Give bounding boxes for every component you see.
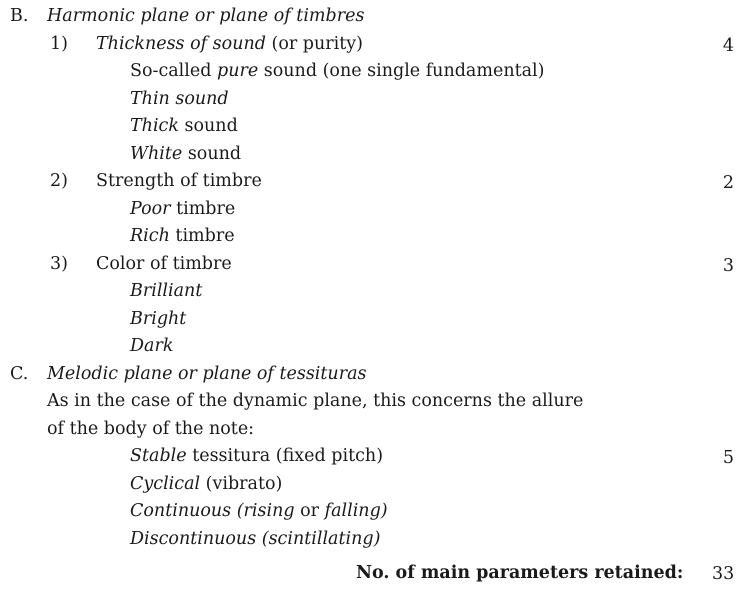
- section-c-count: 5: [722, 448, 734, 468]
- list-item: [130, 63, 544, 81]
- section-c-letter: C.: [10, 364, 29, 384]
- subsection-1-count: 4: [722, 36, 734, 56]
- subsection-3-title: Color of timbre: [96, 254, 232, 274]
- section-c-title: Melodic plane or plane of tessituras: [47, 364, 367, 384]
- list-item-text: or: [294, 501, 325, 521]
- list-item-text: sound: [178, 116, 238, 136]
- list-item-emphasis: Poor: [130, 199, 171, 219]
- footer-total: 33: [712, 564, 735, 584]
- list-item: Brilliant: [130, 281, 203, 301]
- list-item-text: timbre: [170, 199, 236, 219]
- list-item-emphasis: Thin sound: [130, 89, 229, 109]
- list-item-text: tessitura (fixed pitch): [186, 446, 384, 466]
- subsection-3-number: 3): [50, 254, 68, 274]
- list-item: [130, 118, 238, 136]
- list-item-emphasis: falling): [324, 501, 388, 521]
- list-item: [130, 228, 235, 246]
- list-item-emphasis: Discontinuous (scintillating): [130, 529, 381, 549]
- subsection-1-number: 1): [50, 34, 68, 54]
- list-item: Bright: [130, 309, 187, 329]
- section-c-body-line: of the body of the note:: [47, 419, 255, 439]
- section-c-body-line: As in the case of the dynamic plane, this concerns the allure: [47, 391, 584, 411]
- list-item-emphasis: Rich: [130, 226, 170, 246]
- section-b-title: Harmonic plane or plane of timbres: [47, 6, 365, 26]
- list-item-emphasis: White: [130, 144, 183, 164]
- subsection-2-number: 2): [50, 171, 68, 191]
- list-item-text: sound (one single fundamental): [258, 61, 545, 81]
- list-item: [130, 531, 380, 549]
- list-item: [130, 201, 235, 219]
- list-item: [130, 476, 282, 494]
- list-item-text: sound: [182, 144, 242, 164]
- list-item-text: (vibrato): [200, 474, 283, 494]
- subsection-1-title-rest: (or purity): [265, 34, 363, 54]
- list-item: [130, 91, 229, 109]
- list-item-emphasis: Continuous (rising: [130, 501, 295, 521]
- section-b-letter: B.: [10, 6, 29, 26]
- list-item: [130, 146, 241, 164]
- list-item-emphasis: Stable: [130, 446, 187, 466]
- subsection-2-title: Strength of timbre: [96, 171, 262, 191]
- list-item-emphasis: pure: [217, 61, 259, 81]
- list-item-emphasis: Cyclical: [130, 474, 201, 494]
- footer-label: No. of main parameters retained:: [356, 563, 684, 583]
- list-item-text: timbre: [169, 226, 235, 246]
- subsection-1-title-italic: Thickness of sound: [96, 34, 266, 54]
- list-item-emphasis: Thick: [130, 116, 179, 136]
- subsection-1-title: [96, 36, 363, 54]
- subsection-2-count: 2: [722, 173, 734, 193]
- list-item: [130, 448, 383, 466]
- list-item: [130, 503, 388, 521]
- list-item: Dark: [130, 336, 174, 356]
- subsection-3-count: 3: [722, 256, 734, 276]
- list-item-text: So-called: [130, 61, 217, 81]
